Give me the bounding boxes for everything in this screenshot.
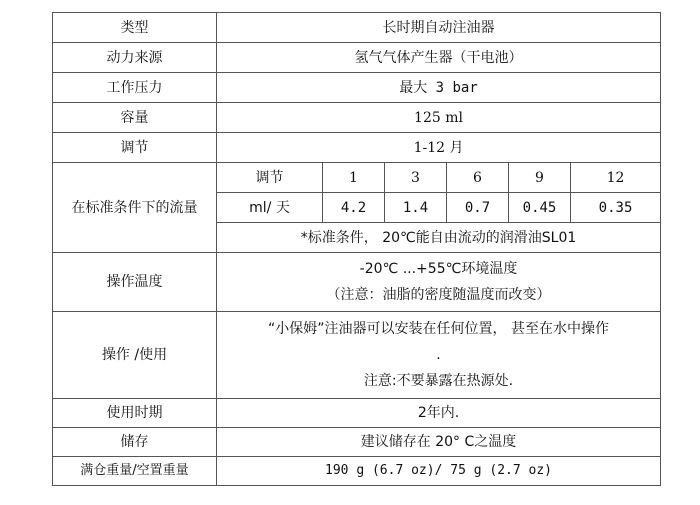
flow-rate-3: 1.4	[385, 193, 447, 223]
flow-month-9: 9	[509, 163, 571, 193]
flow-rate-1: 4.2	[323, 193, 385, 223]
row-operating-temperature	[53, 253, 661, 312]
row-flow-header	[53, 163, 661, 193]
row-adjustment	[53, 133, 661, 163]
flow-month-1: 1	[323, 163, 385, 193]
temperature-note: （注意：油脂的密度随温度而改变）	[326, 287, 551, 303]
flow-rate-12: 0.35	[571, 193, 661, 223]
label-weight: 满仓重量/空置重量	[53, 457, 217, 486]
row-power-source	[53, 43, 661, 73]
label-capacity: 容量	[53, 103, 217, 133]
value-working-pressure: 最大 3 bar	[217, 73, 661, 103]
label-usage-period: 使用时期	[53, 399, 217, 428]
operation-line-2: .	[436, 347, 441, 363]
flow-month-6: 6	[447, 163, 509, 193]
value-operating-temperature	[217, 253, 661, 312]
row-weight	[53, 457, 661, 486]
flow-month-3: 3	[385, 163, 447, 193]
row-capacity	[53, 103, 661, 133]
flow-rate-9: 0.45	[509, 193, 571, 223]
flow-month-12: 12	[571, 163, 661, 193]
label-power-source: 动力来源	[53, 43, 217, 73]
value-adjustment: 1-12 月	[217, 133, 661, 163]
flow-unit-label: ml/ 天	[217, 193, 323, 223]
label-adjustment: 调节	[53, 133, 217, 163]
label-type: 类型	[53, 13, 217, 43]
value-type: 长时期自动注油器	[217, 13, 661, 43]
label-flow-rate: 在标准条件下的流量	[53, 163, 217, 253]
label-storage: 储存	[53, 428, 217, 457]
operation-line-1: “小保姆”注油器可以安装在任何位置， 甚至在水中操作	[268, 321, 609, 337]
value-capacity: 125 ml	[217, 103, 661, 133]
row-usage-period	[53, 399, 661, 428]
flow-standard-note: *标准条件， 20℃能自由流动的润滑油SL01	[217, 223, 661, 253]
temperature-range: -20℃ ...+55℃环境温度	[359, 261, 518, 277]
value-usage-period: 2年内.	[217, 399, 661, 428]
row-working-pressure	[53, 73, 661, 103]
flow-rate-6: 0.7	[447, 193, 509, 223]
value-operation	[217, 312, 661, 399]
value-power-source: 氢气气体产生器（干电池）	[217, 43, 661, 73]
operation-line-3: 注意:不要暴露在热源处.	[363, 373, 514, 389]
row-type	[53, 13, 661, 43]
flow-header-label: 调节	[217, 163, 323, 193]
label-working-pressure: 工作压力	[53, 73, 217, 103]
value-storage: 建议储存在 20° C之温度	[217, 428, 661, 457]
label-operating-temperature: 操作温度	[53, 253, 217, 312]
value-weight: 190 g (6.7 oz)/ 75 g (2.7 oz)	[217, 457, 661, 486]
row-storage	[53, 428, 661, 457]
spec-table	[52, 12, 661, 486]
row-operation	[53, 312, 661, 399]
label-operation: 操作 /使用	[53, 312, 217, 399]
